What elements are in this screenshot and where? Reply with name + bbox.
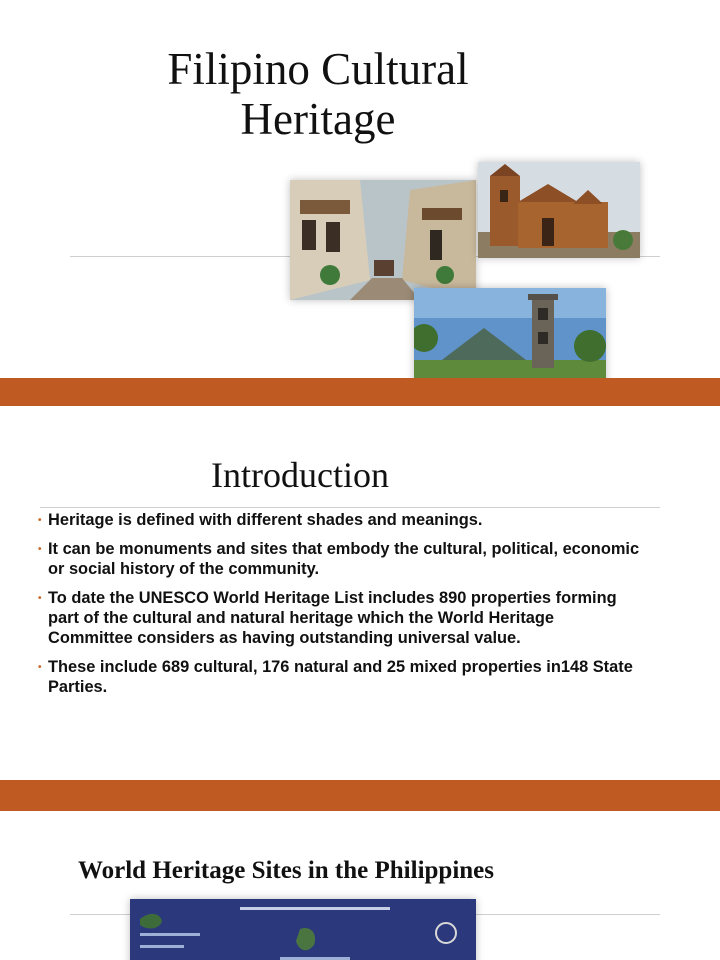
street-photo xyxy=(290,180,476,300)
bullet-icon: • xyxy=(38,593,42,604)
bullet-item: • Heritage is defined with different shades and meanings. xyxy=(38,511,483,529)
world-heritage-slide xyxy=(0,811,720,960)
church-photo xyxy=(478,162,640,258)
bullet-icon: • xyxy=(38,544,42,555)
accent-band-2 xyxy=(0,780,720,811)
bullet-icon: • xyxy=(38,662,42,673)
title-slide xyxy=(0,0,720,378)
slide-title: Introduction xyxy=(211,455,389,495)
introduction-slide xyxy=(0,406,720,780)
title-rule xyxy=(40,507,660,508)
bullet-list xyxy=(40,510,640,706)
bullet-icon: • xyxy=(38,515,42,526)
slide-title xyxy=(138,44,498,144)
bullet-item: • These include 689 cultural, 176 natural and 25 mixed properties in148 State Parties. xyxy=(38,658,633,696)
volcano-photo xyxy=(414,288,606,378)
bullet-item: • It can be monuments and sites that embody the cultural, political, economic or social history of the community. xyxy=(38,540,640,578)
title-line-1: Filipino Cultural xyxy=(167,44,469,94)
accent-band-1 xyxy=(0,378,720,406)
title-line-2: Heritage xyxy=(240,94,396,144)
map-image xyxy=(130,899,476,960)
slide-title: World Heritage Sites in the Philippines xyxy=(78,857,494,884)
bullet-item: • To date the UNESCO World Heritage List includes 890 properties forming part of the cultural and natural heritage which the World Heritage Committee considers as having outstanding universal value. xyxy=(38,589,617,647)
